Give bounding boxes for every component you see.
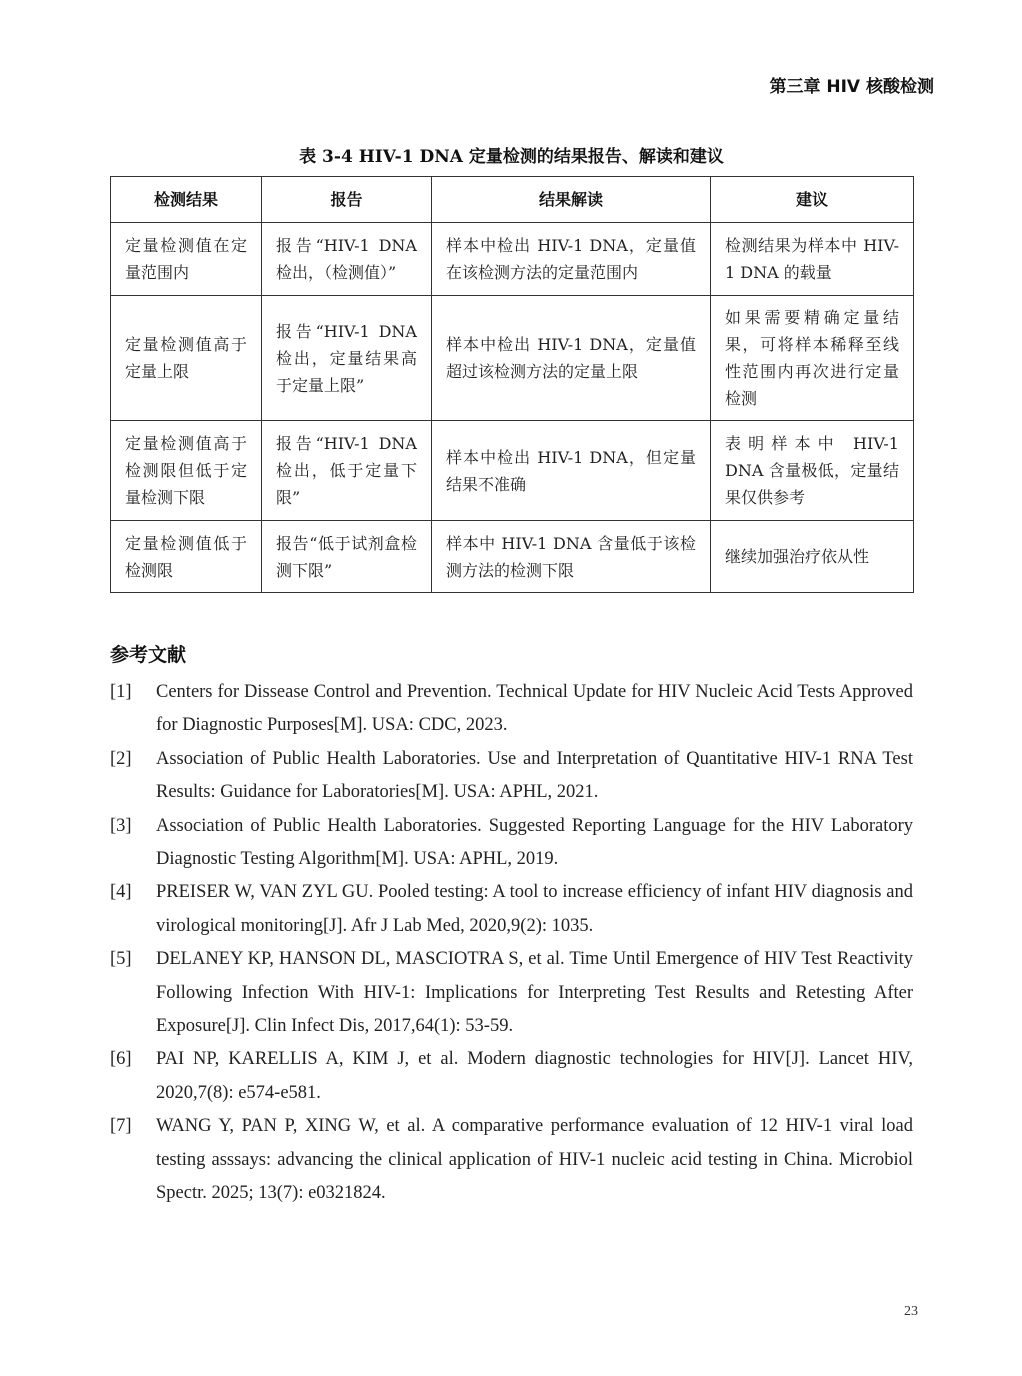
table-cell: 样本中检出 HIV-1 DNA，定量值在该检测方法的定量范围内 bbox=[432, 223, 711, 296]
reference-item bbox=[110, 743, 913, 810]
table-cell: 继续加强治疗依从性 bbox=[711, 521, 914, 593]
page-number: 23 bbox=[904, 1304, 918, 1319]
reference-number: [7] bbox=[110, 1116, 132, 1137]
reference-text: Centers for Dissease Control and Prevention. Technical Update for HIV Nucleic Acid Tests Approved for Diagnostic Purposes[M]. USA: CDC, 2023. bbox=[156, 682, 913, 736]
reference-item bbox=[110, 1043, 913, 1110]
chapter-header: 第三章 HIV 核酸检测 bbox=[769, 77, 934, 97]
table-cell: 报告“低于试剂盒检测下限” bbox=[262, 521, 432, 593]
reference-number: [5] bbox=[110, 949, 132, 970]
table-cell: 定量检测值高于检测限但低于定量检测下限 bbox=[111, 421, 262, 521]
column-header-report: 报告 bbox=[262, 177, 432, 223]
reference-number: [4] bbox=[110, 882, 132, 903]
table-cell: 报告“HIV-1 DNA 检出，低于定量下限” bbox=[262, 421, 432, 521]
reference-item bbox=[110, 676, 913, 743]
reference-number: [1] bbox=[110, 682, 132, 702]
reference-text: PAI NP, KARELLIS A, KIM J, et al. Modern diagnostic technologies for HIV[J]. Lancet HIV, 2020,7(8): e574-e581. bbox=[156, 1049, 913, 1103]
reference-text: WANG Y, PAN P, XING W, et al. A comparative performance evaluation of 12 HIV-1 viral load testing asssays: advancing the clinical application of HIV-1 nucleic acid testing in China. Microbiol Spectr. 2025; 13(7): e0321824. bbox=[156, 1116, 913, 1204]
reference-number: [6] bbox=[110, 1049, 132, 1070]
reference-item bbox=[110, 1110, 913, 1210]
reference-list bbox=[110, 676, 913, 1211]
table-caption: 表 3-4 HIV-1 DNA 定量检测的结果报告、解读和建议 bbox=[299, 147, 724, 167]
reference-text: Association of Public Health Laboratories. Suggested Reporting Language for the HIV Laboratory Diagnostic Testing Algorithm[M]. USA: APHL, 2019. bbox=[156, 815, 913, 870]
reference-number: [3] bbox=[110, 815, 132, 836]
reference-text: Association of Public Health Laboratories. Use and Interpretation of Quantitative HIV-1 RNA Test Results: Guidance for Laboratories[M]. USA: APHL, 2021. bbox=[156, 748, 913, 803]
table-cell: 如果需要精确定量结果，可将样本稀释至线性范围内再次进行定量检测 bbox=[711, 296, 914, 421]
column-header-interpretation: 结果解读 bbox=[432, 177, 711, 223]
table-cell: 报告“HIV-1 DNA 检出，定量结果高于定量上限” bbox=[262, 296, 432, 421]
references-heading: 参考文献 bbox=[110, 644, 187, 666]
reference-item bbox=[110, 876, 913, 943]
reference-item bbox=[110, 943, 913, 1043]
table-row bbox=[111, 521, 914, 593]
reference-text: DELANEY KP, HANSON DL, MASCIOTRA S, et al. Time Until Emergence of HIV Test Reactivity Following Infection With HIV-1: Implications for Interpreting Test Results and Retesting After Exposure[J]. Clin Infect Dis, 2017,64(1): 53-59. bbox=[156, 949, 913, 1037]
table-cell: 定量检测值高于定量上限 bbox=[111, 296, 262, 421]
reference-item bbox=[110, 810, 913, 877]
table-header-row bbox=[111, 177, 914, 223]
table-cell: 定量检测值低于检测限 bbox=[111, 521, 262, 593]
table-cell: 样本中检出 HIV-1 DNA，定量值超过该检测方法的定量上限 bbox=[432, 296, 711, 421]
column-header-result: 检测结果 bbox=[111, 177, 262, 223]
table-cell: 检测结果为样本中 HIV-1 DNA 的载量 bbox=[711, 223, 914, 296]
table-row bbox=[111, 296, 914, 421]
reference-number: [2] bbox=[110, 748, 132, 769]
column-header-suggestion: 建议 bbox=[711, 177, 914, 223]
result-table bbox=[110, 176, 914, 593]
table-row bbox=[111, 223, 914, 296]
table-cell: 样本中 HIV-1 DNA 含量低于该检测方法的检测下限 bbox=[432, 521, 711, 593]
table-cell: 表明样本中 HIV-1 DNA 含量极低，定量结果仅供参考 bbox=[711, 421, 914, 521]
table-cell: 报告“HIV-1 DNA 检出，（检测值）” bbox=[262, 223, 432, 296]
reference-text: PREISER W, VAN ZYL GU. Pooled testing: A tool to increase efficiency of infant HIV diagnosis and virological monitoring[J]. Afr J Lab Med, 2020,9(2): 1035. bbox=[156, 882, 913, 936]
table-cell: 样本中检出 HIV-1 DNA，但定量结果不准确 bbox=[432, 421, 711, 521]
table-cell: 定量检测值在定量范围内 bbox=[111, 223, 262, 296]
table-row bbox=[111, 421, 914, 521]
